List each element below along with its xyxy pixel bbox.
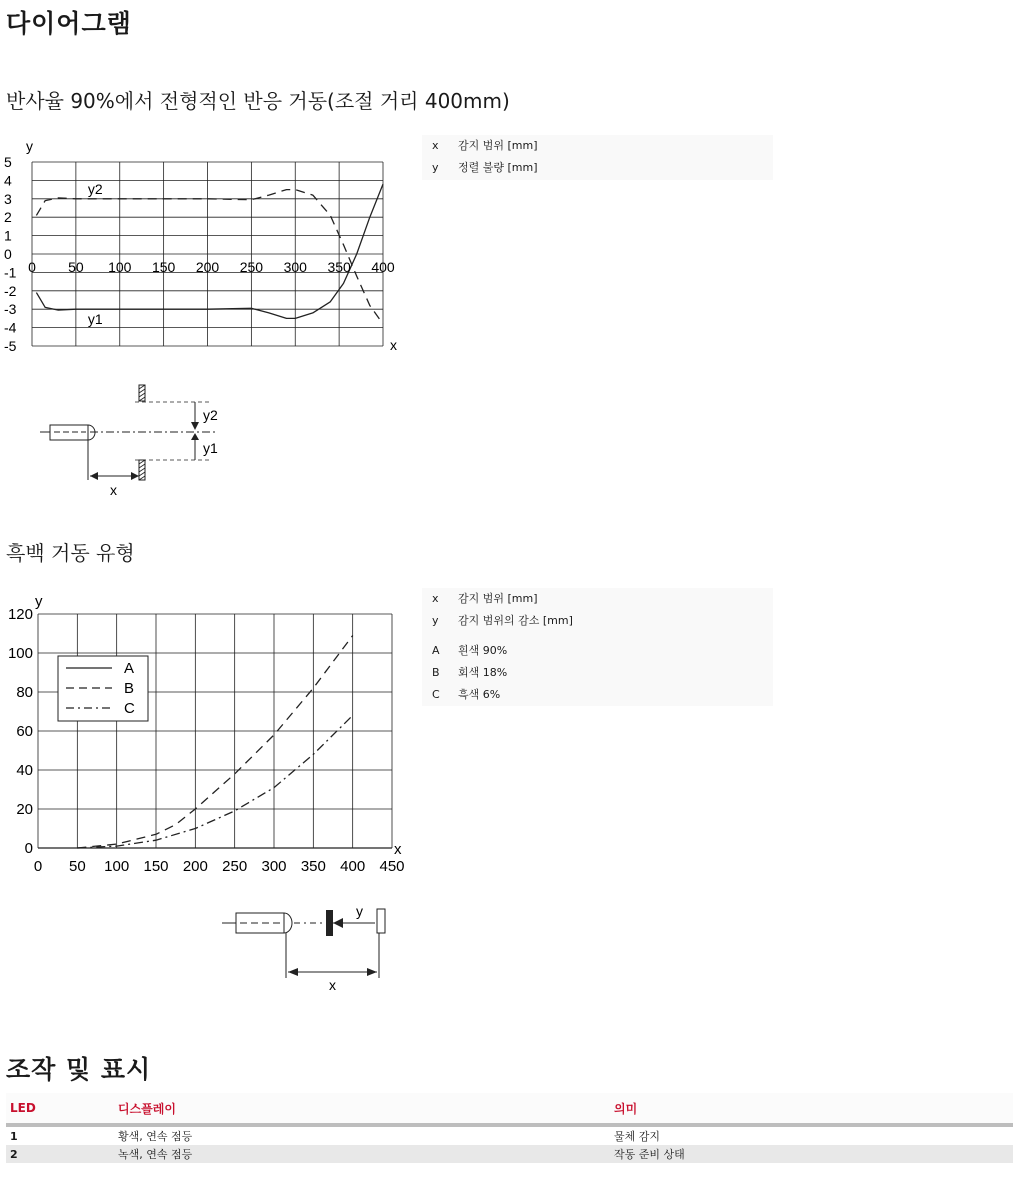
- label-x: x: [110, 482, 117, 498]
- section-title-controls: 조작 및 표시: [6, 1055, 152, 1084]
- x-tick-label: 200: [182, 858, 208, 875]
- y-tick-label: 100: [7, 645, 33, 662]
- y-tick-label: 80: [16, 684, 33, 701]
- chart2-legend: [58, 656, 148, 721]
- x-tick-label: 50: [68, 259, 84, 275]
- range-schematic: [222, 898, 397, 998]
- x-tick-label: 300: [283, 259, 307, 275]
- y-tick-label: 40: [16, 762, 33, 779]
- y-tick-label: 2: [4, 209, 12, 226]
- x-tick-label: 50: [68, 858, 86, 875]
- led-display: 녹색, 연속 점등: [114, 1145, 610, 1163]
- y-tick-label: -4: [4, 319, 17, 336]
- y-tick-label: 120: [7, 606, 33, 623]
- label-y1: y1: [203, 440, 218, 456]
- x-tick-label: 400: [340, 858, 366, 875]
- series-y2: [36, 190, 383, 324]
- x-tick-label: 0: [33, 858, 43, 875]
- x-tick-label: 100: [108, 259, 132, 275]
- x-tick-label: 0: [28, 259, 36, 275]
- page-title: 다이어그램: [6, 9, 132, 38]
- x-tick-label: 250: [239, 259, 264, 275]
- legend2-row-y: y 감지 범위의 감소 [mm]: [432, 614, 573, 627]
- series-C: [77, 715, 352, 848]
- x-axis-label: x: [394, 841, 402, 858]
- legend-row-x: x 감지 범위 [mm]: [432, 139, 538, 152]
- legend2-row-c: C 흑색 6%: [432, 688, 501, 701]
- y-tick-label: -1: [4, 264, 17, 281]
- led-meaning: 물체 감지: [610, 1125, 1013, 1145]
- series-y1: [36, 184, 383, 318]
- x-tick-label: 400: [371, 259, 395, 275]
- table-header-row: [6, 1093, 1013, 1125]
- led-table: [6, 1093, 1013, 1163]
- label-y2: y2: [203, 407, 218, 423]
- label-fig2-y: y: [356, 903, 363, 919]
- alignment-schematic: [40, 380, 240, 500]
- legend2-row-x: x 감지 범위 [mm]: [432, 592, 538, 605]
- y-axis-label: y: [35, 593, 43, 610]
- table-row: [6, 1125, 1013, 1145]
- x-tick-label: 450: [379, 858, 405, 875]
- led-display: 황색, 연속 점등: [114, 1125, 610, 1145]
- x-tick-label: 350: [327, 259, 351, 275]
- series-label-y2: y2: [87, 180, 103, 197]
- x-axis-label: x: [390, 337, 397, 353]
- legend2-row-a: A 흰색 90%: [432, 644, 508, 657]
- chart2-legend-b: B: [124, 680, 135, 697]
- x-tick-label: 300: [261, 858, 287, 875]
- header-meaning: 의미: [610, 1093, 1013, 1125]
- x-tick-label: 150: [151, 259, 176, 275]
- legend2-row-b: B 회색 18%: [432, 666, 508, 679]
- led-number: 1: [6, 1125, 114, 1145]
- y-tick-label: 20: [16, 801, 33, 818]
- y-tick-label: 60: [16, 723, 33, 740]
- y-tick-label: 0: [24, 840, 33, 857]
- header-led: LED: [6, 1093, 114, 1125]
- x-tick-label: 200: [195, 259, 220, 275]
- y-tick-label: -3: [4, 301, 17, 318]
- y-tick-label: 0: [4, 246, 12, 262]
- x-tick-label: 150: [143, 858, 169, 875]
- chart-response-behavior: [0, 135, 410, 360]
- label-fig2-x: x: [329, 977, 336, 993]
- chart2-legend-a: A: [124, 660, 135, 677]
- section-title-bw: 흑백 거동 유형: [6, 541, 135, 565]
- chart-black-white: [0, 590, 410, 880]
- legend-row-y: y 정렬 불량 [mm]: [432, 161, 538, 174]
- y-tick-label: 4: [4, 172, 12, 189]
- legend-response: [422, 135, 773, 180]
- x-tick-label: 250: [222, 858, 248, 875]
- header-display: 디스플레이: [114, 1093, 610, 1125]
- y-tick-label: 1: [4, 227, 12, 244]
- y-tick-label: 3: [4, 190, 12, 207]
- x-tick-label: 350: [300, 858, 326, 875]
- chart2-legend-c: C: [124, 700, 135, 717]
- table-row: [6, 1145, 1013, 1163]
- x-tick-label: 100: [104, 858, 130, 875]
- y-tick-label: -2: [4, 282, 17, 299]
- series-label-y1: y1: [87, 311, 103, 328]
- section-title-response: 반사율 90%에서 전형적인 반응 거동(조절 거리 400mm): [6, 89, 510, 113]
- led-meaning: 작동 준비 상태: [610, 1145, 1013, 1163]
- legend-black-white: [422, 588, 773, 706]
- y-tick-label: -5: [4, 338, 17, 354]
- y-axis-label: y: [26, 138, 33, 154]
- led-number: 2: [6, 1145, 114, 1163]
- y-tick-label: 5: [4, 154, 12, 170]
